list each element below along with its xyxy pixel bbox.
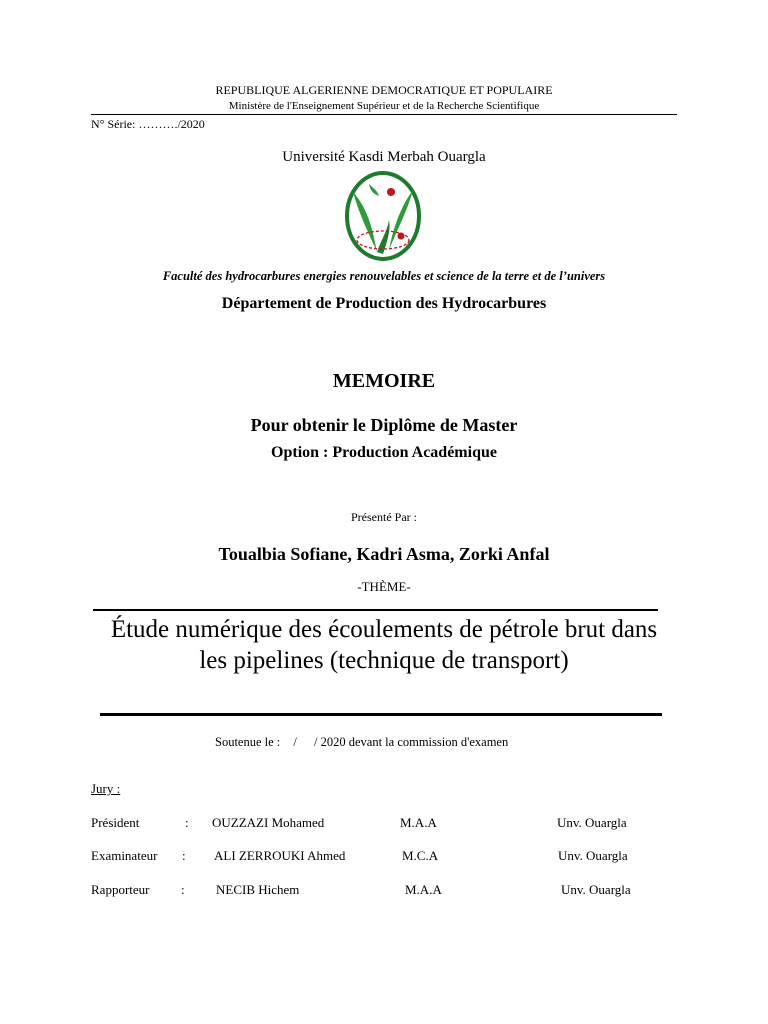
jury-institution: Unv. Ouargla — [561, 882, 631, 897]
university-logo — [343, 170, 423, 262]
jury-role: Rapporteur — [91, 882, 150, 897]
title-top-rule — [93, 609, 658, 611]
defense-rest: / 2020 devant la commission d'examen — [314, 735, 509, 749]
serial-number: N° Série: ………./2020 — [91, 117, 205, 131]
ministry-heading: Ministère de l'Enseignement Supérieur et de la Recherche Scientifique — [228, 100, 540, 112]
department-name: Département de Production des Hydrocarbures — [221, 295, 547, 312]
jury-grade: M.A.A — [400, 815, 437, 830]
title-bottom-rule — [100, 713, 662, 716]
jury-institution: Unv. Ouargla — [557, 815, 627, 830]
logo-red-dot — [398, 233, 405, 240]
logo-red-flower — [387, 188, 395, 196]
jury-colon: : — [181, 882, 185, 897]
republic-heading: REPUBLIQUE ALGERIENNE DEMOCRATIQUE ET POPULAIRE — [215, 83, 553, 97]
jury-colon: : — [185, 815, 189, 830]
jury-name: ALI ZERROUKI Ahmed — [214, 848, 346, 863]
theme-label: -THÈME- — [357, 579, 411, 594]
faculty-name: Faculté des hydrocarbures energies renouvelables et science de la terre et de l’univers — [162, 269, 606, 283]
jury-institution: Unv. Ouargla — [558, 848, 628, 863]
university-name: Université Kasdi Merbah Ouargla — [282, 149, 486, 165]
jury-name: NECIB Hichem — [216, 882, 300, 897]
defense-line — [215, 734, 508, 750]
jury-label: Jury : — [91, 781, 121, 796]
jury-colon: : — [182, 848, 186, 863]
document-type: MEMOIRE — [332, 370, 436, 392]
defense-slash: / — [293, 735, 297, 749]
defense-prefix: Soutenue le : — [215, 735, 281, 749]
thesis-title: Étude numérique des écoulements de pétrole brut dans les pipelines (technique de transport) — [110, 616, 658, 674]
jury-role: Examinateur — [91, 848, 158, 863]
jury-role: Président — [91, 815, 140, 830]
authors: Toualbia Sofiane, Kadri Asma, Zorki Anfal — [218, 544, 550, 564]
jury-grade: M.A.A — [405, 882, 442, 897]
option-line: Option : Production Académique — [271, 444, 497, 461]
jury-name: OUZZAZI Mohamed — [212, 815, 325, 830]
header-rule — [91, 114, 677, 115]
jury-grade: M.C.A — [402, 848, 439, 863]
presented-by-label: Présenté Par : — [351, 510, 417, 524]
diploma-line: Pour obtenir le Diplôme de Master — [250, 415, 518, 435]
